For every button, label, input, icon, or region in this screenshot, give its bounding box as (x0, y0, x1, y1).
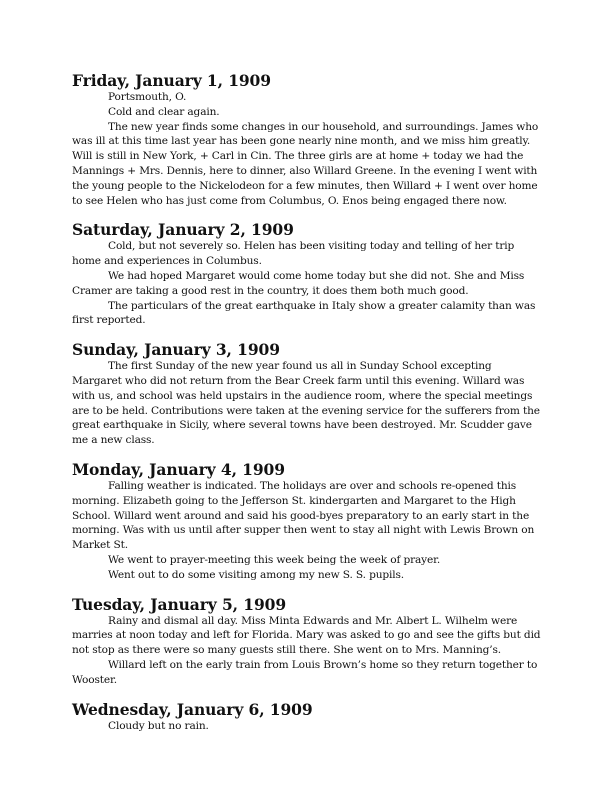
diary-page (72, 71, 544, 745)
entry-paragraph: Rainy and dismal all day. Miss Minta Edwards and Mr. Albert L. Wilhelm were marries at noon today and left for Florida. Mary was asked to go and see the gifts but did not stop as there were so many guests still there. She went on to Mrs. Manning’s. (72, 614, 541, 657)
diary-entry (72, 595, 544, 688)
entry-paragraph: Willard left on the early train from Louis Brown’s home so they return together to Wooster. (72, 658, 538, 686)
entry-paragraph: The new year finds some changes in our household, and surroundings. James who was ill at this time last year has been gone nearly nine month, and we miss him greatly. Will is still in New York, + Carl in Cin. The three girls are at home + today we had the Mannings + Mrs. Dennis, here to dinner, also Willard Greene. In the evening I went with the young people to the Nickelodeon for a few minutes, then Willard + I went over home to see Helen who has just come from Columbus, O. Enos being engaged there now. (72, 120, 539, 207)
entry-paragraph: Cloudy but no rain. (108, 719, 209, 732)
entry-paragraph: Went out to do some visiting among my new S. S. pupils. (108, 568, 404, 581)
diary-entry (72, 71, 544, 208)
entry-paragraph: Cold, but not severely so. Helen has been visiting today and telling of her trip home and experiences in Columbus. (72, 240, 515, 268)
entry-paragraph: Cold and clear again. (108, 105, 220, 118)
entry-date-heading: Friday, January 1, 1909 (72, 71, 271, 90)
entry-paragraph: Portsmouth, O. (108, 91, 187, 103)
entry-paragraph: Falling weather is indicated. The holidays are over and schools re-opened this morning. Elizabeth going to the Jefferson St. kindergarten and Margaret to the High School. Willard went around and said his good-byes preparatory to an early start in the morning. Was with us until after supper then went to stay all night with Lewis Brown on Market St. (72, 479, 535, 552)
entry-paragraph: We went to prayer-meeting this week being the week of prayer. (108, 553, 441, 566)
diary-entry (72, 220, 544, 328)
diary-entry (72, 700, 544, 734)
diary-entry (72, 340, 544, 448)
entry-paragraph: We had hoped Margaret would come home today but she did not. She and Miss Cramer are taking a good rest in the country, it does them both much good. (72, 269, 525, 297)
entry-paragraph: The first Sunday of the new year found us all in Sunday School excepting Margaret who did not return from the Bear Creek farm until this evening. Willard was with us, and school was held upstairs in the audience room, where the special meetings are to be held. Contributions were taken at the evening service for the sufferers from the great earthquake in Sicily, where several towns have been destroyed. Mr. Scudder gave me a new class. (72, 360, 540, 447)
entry-date-heading: Monday, January 4, 1909 (72, 459, 285, 479)
entry-date-heading: Wednesday, January 6, 1909 (72, 699, 313, 719)
entry-date-heading: Sunday, January 3, 1909 (72, 340, 280, 360)
entry-date-heading: Tuesday, January 5, 1909 (72, 594, 287, 614)
entry-paragraph: The particulars of the great earthquake in Italy show a greater calamity than was first reported. (72, 299, 536, 327)
diary-entry (72, 460, 544, 583)
entry-date-heading: Saturday, January 2, 1909 (72, 220, 294, 240)
